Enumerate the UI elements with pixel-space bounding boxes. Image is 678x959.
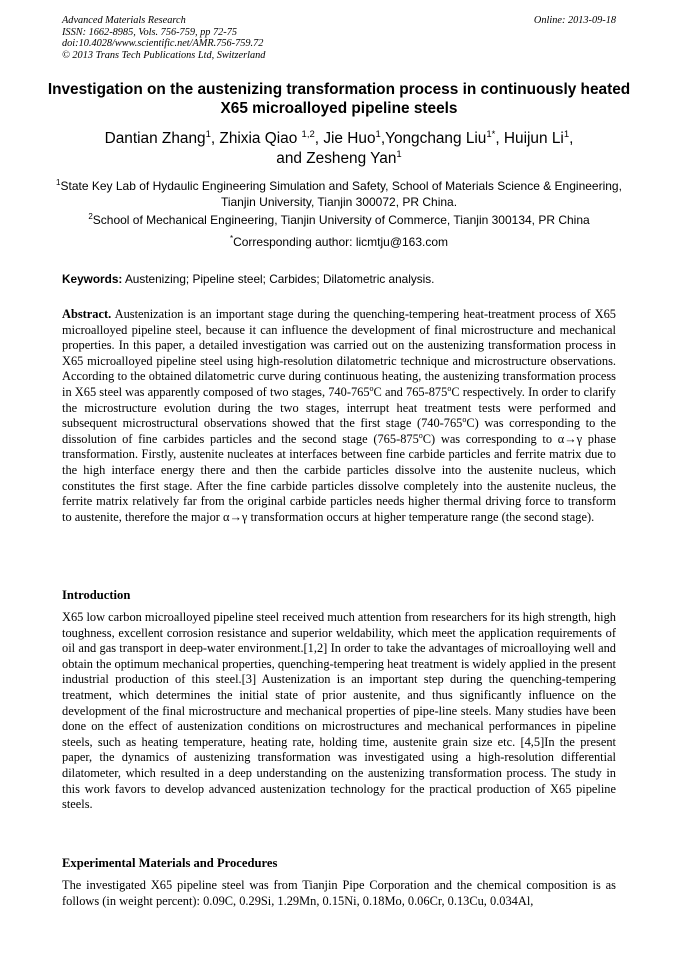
abstract-text: C) was corresponding to the dissolution of fine carbides particles and the second stage (765-875 (62, 416, 616, 446)
journal-doi: doi:10.4028/www.scientific.net/AMR.756-759.72 (62, 38, 264, 50)
degree-mark: o (369, 383, 374, 393)
experimental-paragraph: The investigated X65 pipeline steel was from Tianjin Pipe Corporation and the chemical composition is as follows (in weight percent): 0.09C, 0.29Si, 1.29Mn, 0.15Ni, 0.18Mo, 0.06Cr, 0.13Cu, 0.034Al, (62, 878, 616, 908)
paper-title: Investigation on the austenizing transformation process in continuously heated X65 microalloyed pipeline steels (47, 81, 631, 117)
abstract-text: C respectively. In order to clarify the microstructure evolution during the two stages, interrupt heat treatment tests were performed and subsequent microstructural observations showed that the first stage (740-765 (62, 384, 616, 431)
degree-mark: o (462, 415, 467, 425)
author-affiliation-mark: 1 (396, 149, 402, 160)
author-affiliation-mark: 1 (205, 129, 211, 140)
introduction-paragraph: X65 low carbon microalloyed pipeline steel received much attention from researchers for its high strength, high toughness, excellent corrosion resistance and superior weldability, which meet the application requirements of oil and gas transport in deep-water environment.[1,2] In order to take the advantages of microalloying well and obtain the optimum mechanical properties, quenching-tempering heat treatment is widely applied in the present industrial production of this steel.[3] Austenization is an important step during the quenching-tempering treatment, which determines the initial state of prior austenite, and thus significantly influence on the development of the final microstructure and mechanical properties of pipe-line steels. Many studies have been done on the effect of austenization conditions on microstructures and mechanical performances in pipeline steels, such as heating temperature, heating rate, holding time, austenite grain size etc. [4,5]In the present paper, the dynamics of austenizing transformation was investigated using a high-resolution differential dilatometer, which resulted in a deep understanding on the austenizing transformation process. The study in this work favors to develop advanced austenization technology for the practical production of X65 pipeline steels. (62, 610, 616, 812)
affiliation-2 (40, 212, 638, 228)
abstract-text: C and 765-875 (373, 384, 448, 399)
journal-copyright: © 2013 Trans Tech Publications Ltd, Switzerland (62, 49, 266, 61)
author-affiliation-mark: 1 (375, 129, 381, 140)
affiliation-text: State Key Lab of Hydaulic Engineering Simulation and Safety, School of Materials Science & Engineering, Tianjin University, Tianjin 300072, PR China. (60, 179, 622, 209)
author-name: , Jie Huo (314, 130, 376, 147)
affiliation-number: 1 (56, 178, 61, 187)
corresponding-mark: * (229, 234, 234, 243)
author-list (40, 129, 638, 169)
section-heading-experimental: Experimental Materials and Procedures (62, 856, 278, 870)
author-name: , Huijun Li (495, 130, 564, 147)
keywords-text: Austenizing; Pipeline steel; Carbides; Dilatometric analysis. (122, 272, 435, 286)
affiliation-1 (40, 178, 638, 210)
online-date: Online: 2013-09-18 (533, 15, 616, 26)
author-name: ,Yongchang Liu (380, 130, 487, 147)
affiliation-text: School of Mechanical Engineering, Tianjin University of Commerce, Tianjin 300134, PR China (92, 213, 590, 227)
author-name: , Zhixia Qiao (210, 130, 302, 147)
author-separator: , (569, 130, 574, 147)
journal-name: Advanced Materials Research (62, 15, 186, 26)
abstract-text: Austenization is an important stage during the quenching-tempering heat-treatment process of X65 microalloyed pipeline steel, because it can influence the development of final microstructure and mechanical properties. In this paper, a detailed investigation was carried out on the austenizing transformation process in X65 microalloyed pipeline steel using high-resolution dilatometric technique and microstructure observations. According to the obtained dilatometric curve during continuous heating, the austenizing transformation process in X65 steel was apparently composed of two stages, 740-765 (62, 307, 616, 399)
abstract (62, 307, 616, 525)
author-affiliation-mark: 1 (563, 129, 570, 140)
section-heading-introduction: Introduction (62, 588, 131, 602)
abstract-label: Abstract. (62, 307, 112, 321)
author-affiliation-mark: 1,2 (301, 129, 315, 140)
corresponding-email: Corresponding author: licmtju@163.com (233, 235, 449, 249)
corresponding-author (40, 234, 638, 250)
degree-mark: o (418, 430, 423, 440)
keywords (62, 272, 616, 287)
author-name: and Zesheng Yan (276, 150, 397, 167)
journal-issn: ISSN: 1662-8985, Vols. 756-759, pp 72-75 (62, 26, 238, 38)
keywords-label: Keywords: (62, 272, 123, 286)
degree-mark: o (447, 383, 452, 393)
author-name: Dantian Zhang (104, 130, 206, 147)
abstract-text: C) was corresponding to α→γ phase transformation. Firstly, austenite nucleates at interfaces between fine carbide particles and ferrite matrix due to the high interface energy there and then the carbide particles dissolve into the austenite nucleus, which constitutes the first stage. After the fine carbide particles dissolve completely into the austenite nucleus, the ferrite matrix relatively far from the original carbide particles needs higher thermal driving force to transform to austenite, therefore the major α→γ transformation occurs at higher temperature range (the second stage). (62, 431, 616, 524)
journal-header (62, 15, 616, 61)
affiliation-number: 2 (88, 212, 93, 221)
author-affiliation-mark: 1* (486, 129, 496, 140)
